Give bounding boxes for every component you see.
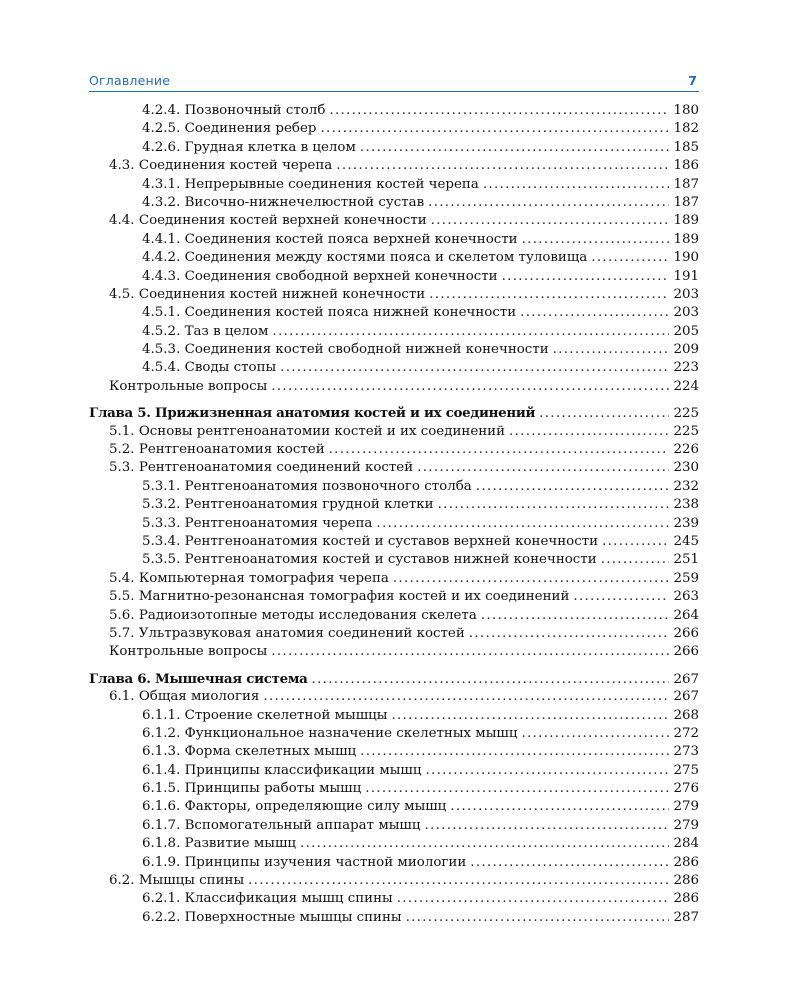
toc-entry-number: 6.1.5.	[142, 781, 181, 797]
toc-entry-label	[142, 798, 450, 816]
toc-entry-page: 223	[673, 360, 699, 376]
dot-leader	[481, 607, 669, 625]
dot-leader	[428, 194, 669, 212]
toc-entry-title: Грудная клетка в целом	[184, 139, 356, 155]
dot-leader	[329, 441, 669, 459]
toc-entry-title: Соединения свободной верхней конечности	[184, 268, 498, 284]
toc-entry-label	[142, 725, 521, 743]
toc-entry-number: 6.1.2.	[142, 725, 181, 741]
toc-entry-page: 273	[673, 744, 699, 760]
dot-leader	[406, 909, 669, 927]
toc-entry-title: Принципы классификации мышц	[184, 762, 422, 778]
toc-entry[interactable]	[89, 588, 699, 606]
toc-entry-title: Мышечная система	[154, 670, 308, 687]
toc-entry-title: Вспомогательный аппарат мышц	[184, 817, 421, 833]
toc-entry-title: Соединения костей верхней конечности	[138, 213, 427, 229]
toc-entry-label	[109, 872, 248, 890]
toc-entry-title: Рентгеноанатомия соединений костей	[138, 460, 414, 476]
toc-entry-number: 5.2.	[109, 442, 135, 458]
toc-entry-page: 286	[673, 854, 699, 870]
toc-entry-title: Основы рентгеноанатомии костей и их соединений	[138, 423, 506, 439]
toc-entry-page: 209	[673, 342, 699, 358]
toc-entry-title: Строение скелетной мышцы	[184, 707, 388, 723]
toc-entry-label	[109, 588, 573, 606]
toc-entry[interactable]	[89, 231, 699, 249]
toc-entry-page: 185	[673, 139, 699, 155]
toc-entry-page: 224	[673, 378, 699, 394]
toc-entry-page: 279	[673, 799, 699, 815]
toc-entry-label	[142, 194, 428, 212]
toc-entry-page: 186	[673, 158, 699, 174]
toc-entry-title: Контрольные вопросы	[109, 644, 268, 660]
toc-entry[interactable]	[89, 176, 699, 194]
toc-entry-title: Непрерывные соединения костей черепа	[184, 176, 479, 192]
toc-entry-page: 189	[673, 231, 699, 247]
dot-leader	[522, 231, 669, 249]
toc-entry-title: Мышцы спины	[138, 873, 245, 889]
running-header	[89, 73, 699, 91]
toc-entry-number: 6.2.2.	[142, 909, 181, 925]
toc-entry-label	[142, 341, 553, 359]
chapter-gap	[89, 662, 699, 670]
toc-entry-page: 275	[673, 762, 699, 778]
toc-entry-label	[142, 176, 483, 194]
toc-entry-label	[142, 249, 591, 267]
chapter-gap	[89, 396, 699, 404]
toc-entry-label	[109, 688, 263, 706]
toc-entry[interactable]	[89, 359, 699, 377]
toc-entry-page: 267	[673, 689, 699, 705]
toc-entry-label	[109, 441, 329, 459]
toc-entry-number: 4.5.4.	[142, 360, 181, 376]
toc-entry-title: Соединения костей пояса верхней конечности	[184, 231, 518, 247]
toc-entry-label	[142, 478, 476, 496]
dot-leader	[470, 854, 669, 872]
toc-entry[interactable]	[89, 854, 699, 872]
toc-entry[interactable]	[89, 798, 699, 816]
toc-chapter-entry[interactable]	[89, 670, 699, 688]
toc-entry[interactable]	[89, 817, 699, 835]
toc-entry[interactable]	[89, 496, 699, 514]
toc-entry-label	[142, 304, 520, 322]
toc-entry-number: 5.3.5.	[142, 552, 181, 568]
toc-entry-label	[109, 423, 509, 441]
toc-entry-label	[142, 515, 376, 533]
toc-entry-title: Рентгеноанатомия грудной клетки	[184, 497, 434, 513]
dot-leader	[520, 304, 669, 322]
toc-entry[interactable]	[89, 835, 699, 853]
toc-entry-label	[142, 707, 391, 725]
dot-leader	[450, 798, 669, 816]
toc-entry[interactable]	[89, 268, 699, 286]
toc-entry-number: 6.2.	[109, 873, 135, 889]
toc-entry[interactable]	[89, 423, 699, 441]
toc-entry[interactable]	[89, 102, 699, 120]
toc-entry-number: 6.1.1.	[142, 707, 181, 723]
toc-entry-title: Соединения костей пояса нижней конечности	[184, 305, 517, 321]
toc-entry-page: 267	[673, 671, 699, 687]
toc-entry[interactable]	[89, 643, 699, 661]
toc-entry-title: Своды стопы	[184, 360, 277, 376]
dot-leader	[553, 341, 669, 359]
toc-entry-label	[142, 780, 365, 798]
toc-entry[interactable]	[89, 707, 699, 725]
toc-entry[interactable]	[89, 249, 699, 267]
dot-leader	[360, 743, 669, 761]
toc-entry-number: 4.5.2.	[142, 323, 181, 339]
toc-entry-page: 245	[673, 533, 699, 549]
toc-entry-page: 189	[673, 213, 699, 229]
dot-leader	[429, 286, 669, 304]
toc-entry-page: 284	[673, 836, 699, 852]
dot-leader	[425, 762, 669, 780]
toc-entry[interactable]	[89, 625, 699, 643]
toc-entry-label	[109, 157, 336, 175]
toc-entry-number: 5.7.	[109, 625, 135, 641]
toc-entry-number: 4.3.	[109, 158, 135, 174]
toc-entry-page: 287	[673, 909, 699, 925]
dot-leader	[469, 625, 669, 643]
toc-entry-title: Ультразвуковая анатомия соединений костей	[138, 625, 465, 641]
dot-leader	[300, 835, 669, 853]
toc-entry-title: Рентгеноанатомия костей и суставов верхней конечности	[184, 533, 599, 549]
toc-entry-page: 286	[673, 891, 699, 907]
toc-entry-page: 264	[673, 607, 699, 623]
toc-entry[interactable]	[89, 286, 699, 304]
toc-entry-label	[142, 533, 602, 551]
toc-entry-label	[142, 268, 502, 286]
toc-entry-page: 226	[673, 442, 699, 458]
toc-entry-number: 4.2.6.	[142, 139, 181, 155]
dot-leader	[601, 551, 669, 569]
toc-entry[interactable]	[89, 890, 699, 908]
toc-entry-page: 279	[673, 817, 699, 833]
toc-entry-page: 180	[673, 103, 699, 118]
toc-entry-label	[142, 909, 406, 927]
toc-entry-page: 187	[673, 194, 699, 210]
dot-leader	[365, 780, 669, 798]
toc-entry-number: 5.3.	[109, 460, 135, 476]
toc-entry-page: 259	[673, 570, 699, 586]
dot-leader	[483, 176, 669, 194]
toc-entry-title: Рентгеноанатомия черепа	[184, 515, 373, 531]
toc-entry-title: Принципы изучения частной миологии	[184, 854, 467, 870]
toc-entry-title: Соединения костей свободной нижней конечности	[184, 342, 549, 358]
toc-entry-number: Глава 5.	[89, 405, 151, 422]
toc-entry[interactable]	[89, 570, 699, 588]
toc-entry-label	[142, 890, 397, 908]
toc-entry-label	[142, 231, 522, 249]
toc-entry-number: 6.2.1.	[142, 891, 181, 907]
toc-entry[interactable]	[89, 441, 699, 459]
toc-entry-label	[142, 551, 601, 569]
toc-entry[interactable]	[89, 478, 699, 496]
toc-entry-page: 187	[673, 176, 699, 192]
toc-entry-page: 230	[673, 460, 699, 476]
dot-leader	[424, 817, 669, 835]
toc-entry-title: Рентгеноанатомия костей	[138, 442, 325, 458]
dot-leader	[280, 359, 669, 377]
toc-entry-title: Общая миология	[138, 689, 260, 705]
toc-entry-page: 225	[673, 423, 699, 439]
toc-entry[interactable]	[89, 459, 699, 477]
toc-entry-title: Компьютерная томография черепа	[138, 570, 389, 586]
toc-entry-label	[109, 643, 271, 661]
dot-leader	[360, 139, 669, 157]
toc-entry-number: 6.1.	[109, 689, 135, 705]
toc-entry-title: Прижизненная анатомия костей и их соединений	[154, 405, 536, 422]
toc-entry-title: Форма скелетных мышц	[184, 744, 357, 760]
toc-entry-page: 182	[673, 121, 699, 137]
toc-entry-label	[109, 459, 417, 477]
toc-entry-title: Факторы, определяющие силу мышц	[184, 799, 447, 815]
toc-chapter-entry[interactable]	[89, 404, 699, 422]
toc-entry-page: 263	[673, 589, 699, 605]
toc-entry[interactable]	[89, 780, 699, 798]
toc-entry-label	[109, 570, 393, 588]
toc-entry-number: 6.1.4.	[142, 762, 181, 778]
toc-entry-number: 4.5.3.	[142, 342, 181, 358]
toc-entry-number: 6.1.8.	[142, 836, 181, 852]
toc-entry-title: Рентгеноанатомия позвоночного столба	[184, 478, 472, 494]
toc-entry[interactable]	[89, 139, 699, 157]
dot-leader	[248, 872, 669, 890]
toc-entry-number: 5.1.	[109, 423, 135, 439]
toc-entry-title: Соединения между костями пояса и скелетом туловища	[184, 250, 588, 266]
toc-entry-title: Радиоизотопные методы исследования скелета	[138, 607, 477, 623]
toc-entry-number: 4.4.	[109, 213, 135, 229]
toc-entry-label	[142, 359, 280, 377]
toc-entry[interactable]	[89, 688, 699, 706]
toc-entry-page: 276	[673, 781, 699, 797]
toc-entry-label	[89, 670, 312, 688]
toc-entry-page: 239	[673, 515, 699, 531]
dot-leader	[573, 588, 669, 606]
dot-leader	[312, 671, 669, 689]
dot-leader	[476, 478, 669, 496]
toc-entry-label	[142, 817, 424, 835]
toc-entry-title: Магнитно-резонансная томография костей и их соединений	[138, 589, 570, 605]
toc-entry-number: 4.2.5.	[142, 121, 181, 137]
toc-entry-title: Рентгеноанатомия костей и суставов нижней конечности	[184, 552, 597, 568]
toc-entry-label	[109, 625, 469, 643]
toc-entry[interactable]	[89, 725, 699, 743]
toc-entry-label	[109, 607, 481, 625]
toc-entry-label	[142, 496, 438, 514]
toc-entry-page: 251	[673, 552, 699, 568]
toc-entry-number: Глава 6.	[89, 670, 151, 687]
toc-entry-label	[142, 854, 470, 872]
header-rule	[89, 91, 699, 92]
toc-entry-label	[109, 378, 271, 396]
toc-entry-page: 190	[673, 250, 699, 266]
dot-leader	[376, 515, 669, 533]
toc-entry-label	[142, 743, 360, 761]
toc-entry-number: 6.1.3.	[142, 744, 181, 760]
running-header-title: Оглавление	[89, 73, 171, 88]
toc-entry[interactable]	[89, 743, 699, 761]
toc-entry-label	[142, 139, 360, 157]
dot-leader	[271, 378, 669, 396]
toc-entry[interactable]	[89, 551, 699, 569]
dot-leader	[329, 102, 669, 120]
dot-leader	[539, 405, 669, 423]
toc-entry-label	[109, 286, 429, 304]
toc-entry-title: Позвоночный столб	[184, 103, 326, 118]
toc-entry[interactable]	[89, 909, 699, 927]
toc-entry-title: Височно-нижнечелюстной сустав	[184, 194, 425, 210]
toc-entry[interactable]	[89, 157, 699, 175]
toc-entry[interactable]	[89, 607, 699, 625]
toc-entry[interactable]	[89, 872, 699, 890]
toc-entry-number: 6.1.9.	[142, 854, 181, 870]
toc-entry-page: 266	[673, 644, 699, 660]
toc-entry-number: 5.3.4.	[142, 533, 181, 549]
toc-entry-title: Функциональное назначение скелетных мышц	[184, 725, 518, 741]
dot-leader	[263, 688, 669, 706]
toc-entry[interactable]	[89, 341, 699, 359]
toc-entry[interactable]	[89, 120, 699, 138]
dot-leader	[591, 249, 669, 267]
dot-leader	[431, 212, 669, 230]
toc-entry-number: 5.4.	[109, 570, 135, 586]
toc-entry-label	[89, 404, 539, 422]
toc-entry-title: Принципы работы мышц	[184, 781, 362, 797]
dot-leader	[502, 268, 669, 286]
toc-entry-page: 232	[673, 478, 699, 494]
toc-entry-page: 203	[673, 286, 699, 302]
table-of-contents	[89, 102, 699, 927]
dot-leader	[521, 725, 669, 743]
toc-entry-page: 286	[673, 873, 699, 889]
toc-entry-number: 5.3.2.	[142, 497, 181, 513]
toc-entry-number: 4.5.1.	[142, 305, 181, 321]
toc-entry-page: 225	[673, 406, 699, 422]
toc-entry[interactable]	[89, 323, 699, 341]
toc-entry-label	[109, 212, 431, 230]
dot-leader	[271, 643, 669, 661]
toc-entry-title: Соединения ребер	[184, 121, 317, 137]
toc-entry-number: 4.2.4.	[142, 103, 181, 118]
toc-entry-number: 5.5.	[109, 589, 135, 605]
toc-entry-number: 4.4.2.	[142, 250, 181, 266]
toc-entry[interactable]	[89, 762, 699, 780]
dot-leader	[602, 533, 669, 551]
dot-leader	[417, 459, 669, 477]
toc-entry-page: 268	[673, 707, 699, 723]
toc-entry-title: Соединения костей черепа	[138, 158, 333, 174]
dot-leader	[509, 423, 669, 441]
toc-entry-number: 4.5.	[109, 286, 135, 302]
toc-entry[interactable]	[89, 304, 699, 322]
toc-entry-page: 272	[673, 725, 699, 741]
toc-entry-page: 266	[673, 625, 699, 641]
toc-entry-number: 4.3.1.	[142, 176, 181, 192]
toc-entry[interactable]	[89, 212, 699, 230]
toc-entry-number: 4.4.1.	[142, 231, 181, 247]
toc-entry-title: Поверхностные мышцы спины	[184, 909, 402, 925]
toc-entry-number: 4.4.3.	[142, 268, 181, 284]
toc-entry-number: 5.3.3.	[142, 515, 181, 531]
toc-entry-page: 238	[673, 497, 699, 513]
toc-entry-label	[142, 762, 425, 780]
toc-entry-title: Контрольные вопросы	[109, 378, 268, 394]
dot-leader	[391, 707, 669, 725]
toc-entry-page: 191	[673, 268, 699, 284]
toc-entry-label	[142, 102, 329, 120]
toc-entry-number: 6.1.6.	[142, 799, 181, 815]
toc-entry-label	[142, 120, 320, 138]
toc-entry-page: 205	[673, 323, 699, 339]
dot-leader	[438, 496, 669, 514]
page-number: 7	[688, 73, 697, 88]
toc-entry-number: 5.3.1.	[142, 478, 181, 494]
dot-leader	[320, 120, 669, 138]
toc-entry-number: 6.1.7.	[142, 817, 181, 833]
toc-entry-number: 5.6.	[109, 607, 135, 623]
dot-leader	[336, 157, 669, 175]
dot-leader	[393, 570, 669, 588]
toc-entry[interactable]	[89, 378, 699, 396]
dot-leader	[397, 890, 669, 908]
toc-entry-title: Развитие мышц	[184, 836, 297, 852]
toc-entry-number: 4.3.2.	[142, 194, 181, 210]
toc-entry-title: Таз в целом	[184, 323, 269, 339]
dot-leader	[272, 323, 669, 341]
toc-entry-title: Соединения костей нижней конечности	[138, 286, 426, 302]
toc-entry-label	[142, 835, 300, 853]
toc-entry[interactable]	[89, 515, 699, 533]
toc-entry[interactable]	[89, 533, 699, 551]
toc-entry-title: Классификация мышц спины	[184, 891, 393, 907]
toc-entry[interactable]	[89, 194, 699, 212]
toc-entry-label	[142, 323, 272, 341]
toc-entry-page: 203	[673, 305, 699, 321]
